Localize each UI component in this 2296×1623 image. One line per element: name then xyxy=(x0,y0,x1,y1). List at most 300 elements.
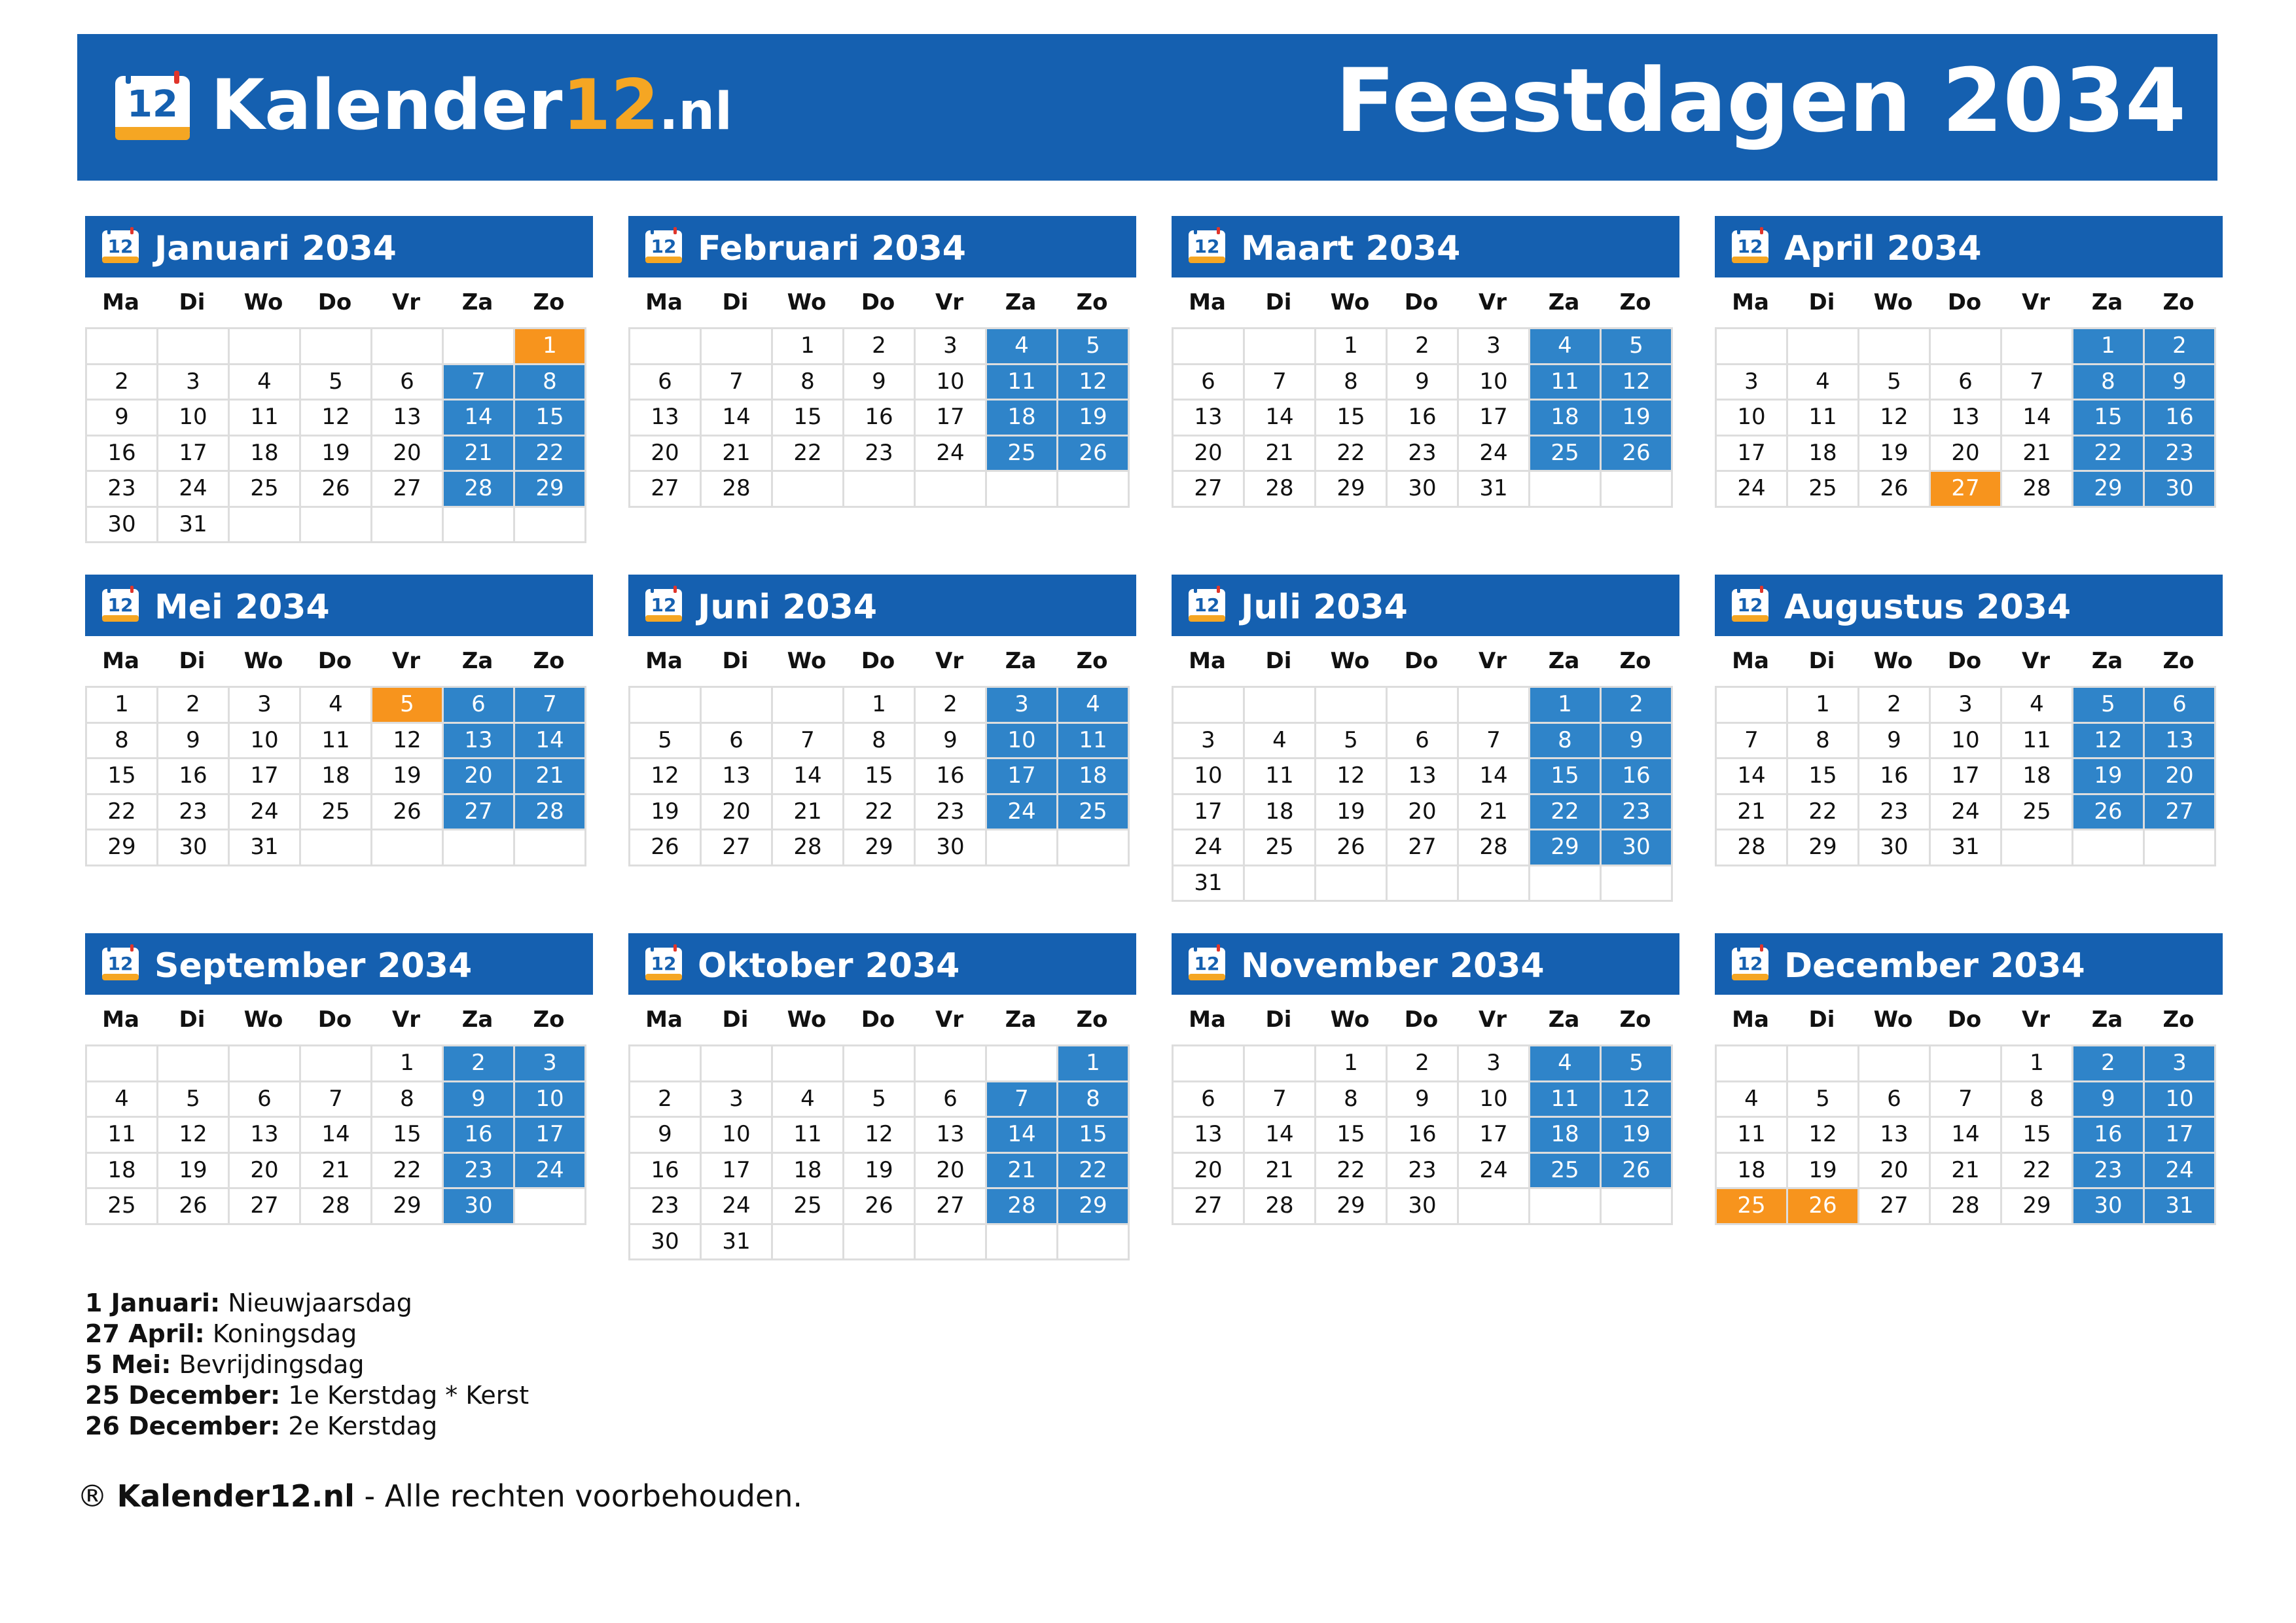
weekday-header-row xyxy=(1715,277,2223,327)
brand-name: Kalender xyxy=(211,65,563,145)
weekday-label: Do xyxy=(1947,289,1982,315)
day-cell: 16 xyxy=(630,1154,702,1190)
weekday-label: Wo xyxy=(1873,1007,1913,1033)
day-grid xyxy=(628,686,1130,866)
day-cell: 24 xyxy=(230,795,301,831)
day-cell: 30 xyxy=(1388,472,1459,508)
day-cell: 19 xyxy=(844,1154,916,1190)
day-cell: 16 xyxy=(916,759,987,795)
empty-day-cell xyxy=(916,1046,987,1082)
day-cell: 1 xyxy=(844,688,916,724)
day-cell: 7 xyxy=(702,365,773,401)
day-cell: 16 xyxy=(1388,1118,1459,1154)
day-cell: 15 xyxy=(372,1118,444,1154)
holiday-entry xyxy=(85,1411,529,1442)
weekday-label: Za xyxy=(2091,1007,2123,1033)
day-cell: 20 xyxy=(1859,1154,1931,1190)
month-header xyxy=(1172,216,1679,277)
weekend-day-cell: 4 xyxy=(1058,688,1130,724)
day-cell: 17 xyxy=(1459,401,1530,437)
day-cell: 22 xyxy=(87,795,158,831)
weekday-label: Zo xyxy=(1076,289,1108,315)
day-cell: 5 xyxy=(301,365,372,401)
weekend-day-cell: 21 xyxy=(515,759,586,795)
day-cell: 4 xyxy=(2002,688,2073,724)
weekend-day-cell: 14 xyxy=(444,401,515,437)
day-cell: 11 xyxy=(2002,724,2073,760)
day-cell: 14 xyxy=(1931,1118,2002,1154)
empty-day-cell xyxy=(444,830,515,866)
day-cell: 10 xyxy=(1717,401,1788,437)
day-cell: 15 xyxy=(773,401,844,437)
empty-day-cell xyxy=(773,472,844,508)
day-cell: 23 xyxy=(158,795,230,831)
holiday-name: 1e Kerstdag * Kerst xyxy=(288,1381,529,1410)
day-cell: 5 xyxy=(630,724,702,760)
calendar-icon xyxy=(1187,944,1227,982)
day-cell: 6 xyxy=(1859,1082,1931,1118)
weekend-day-cell: 26 xyxy=(1602,437,1673,473)
month-header xyxy=(1715,216,2223,277)
day-cell: 27 xyxy=(1388,830,1459,866)
weekday-label: Zo xyxy=(2162,1007,2195,1033)
day-cell: 17 xyxy=(1174,795,1245,831)
empty-day-cell xyxy=(987,830,1058,866)
day-cell: 9 xyxy=(1388,365,1459,401)
day-cell: 17 xyxy=(158,437,230,473)
day-cell: 27 xyxy=(1859,1189,1931,1225)
holiday-entry xyxy=(85,1380,529,1411)
month-title: Februari 2034 xyxy=(698,229,966,268)
empty-day-cell xyxy=(916,472,987,508)
weekend-day-cell: 26 xyxy=(1602,1154,1673,1190)
weekday-label: Wo xyxy=(243,1007,283,1033)
day-cell: 12 xyxy=(1788,1118,1859,1154)
empty-day-cell xyxy=(1931,329,2002,365)
day-cell: 29 xyxy=(372,1189,444,1225)
weekend-day-cell: 9 xyxy=(444,1082,515,1118)
empty-day-cell xyxy=(1717,329,1788,365)
weekend-day-cell: 16 xyxy=(1602,759,1673,795)
day-cell: 6 xyxy=(1931,365,2002,401)
weekend-day-cell: 7 xyxy=(444,365,515,401)
day-cell: 27 xyxy=(916,1189,987,1225)
day-cell: 13 xyxy=(372,401,444,437)
month-header xyxy=(628,933,1136,995)
day-cell: 14 xyxy=(2002,401,2073,437)
day-cell: 9 xyxy=(630,1118,702,1154)
weekday-label: Do xyxy=(861,1007,895,1033)
day-cell: 26 xyxy=(844,1189,916,1225)
day-cell: 19 xyxy=(1316,795,1388,831)
weekend-day-cell: 5 xyxy=(2073,688,2145,724)
holiday-day-cell: 25 xyxy=(1717,1189,1788,1225)
weekday-label: Di xyxy=(1808,1007,1835,1033)
day-cell: 22 xyxy=(1788,795,1859,831)
month-calendar xyxy=(628,933,1136,1260)
day-grid xyxy=(1172,1044,1673,1225)
holiday-name: Nieuwjaarsdag xyxy=(228,1289,412,1317)
day-cell: 23 xyxy=(87,472,158,508)
day-cell: 11 xyxy=(87,1118,158,1154)
weekend-day-cell: 30 xyxy=(2073,1189,2145,1225)
weekday-label: Di xyxy=(179,289,206,315)
weekend-day-cell: 17 xyxy=(2145,1118,2216,1154)
day-grid xyxy=(85,327,586,543)
month-calendar xyxy=(85,216,593,543)
calendar-icon xyxy=(1731,585,1770,623)
calendar-icon xyxy=(101,944,140,982)
day-cell: 6 xyxy=(702,724,773,760)
page-title: Feestdagen 2034 xyxy=(1335,50,2186,152)
month-header xyxy=(628,575,1136,636)
day-cell: 2 xyxy=(87,365,158,401)
day-cell: 30 xyxy=(87,508,158,544)
weekday-label: Vr xyxy=(391,289,421,315)
empty-day-cell xyxy=(1388,688,1459,724)
empty-day-cell xyxy=(1058,830,1130,866)
day-cell: 11 xyxy=(773,1118,844,1154)
weekday-label: Wo xyxy=(787,289,827,315)
day-cell: 5 xyxy=(844,1082,916,1118)
empty-day-cell xyxy=(1859,1046,1931,1082)
weekend-day-cell: 15 xyxy=(1530,759,1602,795)
day-cell: 31 xyxy=(1459,472,1530,508)
weekday-header-row xyxy=(85,995,593,1044)
day-cell: 5 xyxy=(158,1082,230,1118)
weekend-day-cell: 30 xyxy=(444,1189,515,1225)
day-cell: 9 xyxy=(158,724,230,760)
month-title: Mei 2034 xyxy=(154,588,330,627)
weekday-label: Do xyxy=(317,289,352,315)
empty-day-cell xyxy=(1931,1046,2002,1082)
weekend-day-cell: 26 xyxy=(2073,795,2145,831)
day-cell: 20 xyxy=(916,1154,987,1190)
weekday-label: Ma xyxy=(1189,648,1226,674)
holiday-name: 2e Kerstdag xyxy=(288,1412,438,1440)
day-cell: 9 xyxy=(1388,1082,1459,1118)
weekday-label: Vr xyxy=(1478,289,1507,315)
weekend-day-cell: 8 xyxy=(2073,365,2145,401)
weekend-day-cell: 16 xyxy=(444,1118,515,1154)
day-cell: 18 xyxy=(1245,795,1316,831)
day-cell: 19 xyxy=(630,795,702,831)
weekday-header-row xyxy=(628,636,1136,686)
day-cell: 26 xyxy=(630,830,702,866)
day-cell: 28 xyxy=(1931,1189,2002,1225)
day-cell: 6 xyxy=(916,1082,987,1118)
empty-day-cell xyxy=(301,1046,372,1082)
holiday-day-cell: 26 xyxy=(1788,1189,1859,1225)
weekday-label: Zo xyxy=(2162,289,2195,315)
empty-day-cell xyxy=(844,1225,916,1261)
weekend-day-cell: 25 xyxy=(987,437,1058,473)
svg-text:12: 12 xyxy=(1194,953,1220,974)
day-grid xyxy=(1715,327,2216,508)
weekend-day-cell: 15 xyxy=(2073,401,2145,437)
day-cell: 8 xyxy=(1316,1082,1388,1118)
day-cell: 28 xyxy=(1717,830,1788,866)
day-cell: 28 xyxy=(1459,830,1530,866)
weekday-label: Wo xyxy=(243,289,283,315)
weekday-label: Vr xyxy=(1478,648,1507,674)
weekend-day-cell: 25 xyxy=(1530,1154,1602,1190)
empty-day-cell xyxy=(515,830,586,866)
day-cell: 29 xyxy=(1788,830,1859,866)
weekday-label: Za xyxy=(2091,289,2123,315)
empty-day-cell xyxy=(1459,688,1530,724)
empty-day-cell xyxy=(158,1046,230,1082)
empty-day-cell xyxy=(844,472,916,508)
weekend-day-cell: 18 xyxy=(1530,401,1602,437)
month-calendar xyxy=(1172,575,1679,902)
day-cell: 31 xyxy=(230,830,301,866)
empty-day-cell xyxy=(1245,866,1316,902)
empty-day-cell xyxy=(1530,472,1602,508)
day-cell: 22 xyxy=(1316,1154,1388,1190)
weekday-label: Zo xyxy=(1076,648,1108,674)
weekday-label: Do xyxy=(1947,1007,1982,1033)
month-header xyxy=(85,216,593,277)
day-cell: 13 xyxy=(1174,401,1245,437)
day-cell: 10 xyxy=(1459,1082,1530,1118)
day-cell: 13 xyxy=(630,401,702,437)
month-calendar xyxy=(85,933,593,1225)
svg-text:12: 12 xyxy=(107,953,134,974)
day-cell: 11 xyxy=(1717,1118,1788,1154)
day-cell: 28 xyxy=(702,472,773,508)
holiday-day-cell: 5 xyxy=(372,688,444,724)
day-cell: 13 xyxy=(916,1118,987,1154)
day-cell: 3 xyxy=(1459,329,1530,365)
empty-day-cell xyxy=(87,1046,158,1082)
weekday-label: Za xyxy=(1548,289,1580,315)
day-cell: 1 xyxy=(773,329,844,365)
month-calendar xyxy=(1715,933,2223,1225)
empty-day-cell xyxy=(1459,866,1530,902)
day-cell: 13 xyxy=(1174,1118,1245,1154)
holiday-name: Koningsdag xyxy=(212,1319,357,1348)
weekend-day-cell: 14 xyxy=(987,1118,1058,1154)
day-cell: 13 xyxy=(702,759,773,795)
day-cell: 15 xyxy=(2002,1118,2073,1154)
weekend-day-cell: 19 xyxy=(1602,401,1673,437)
day-cell: 18 xyxy=(773,1154,844,1190)
weekend-day-cell: 6 xyxy=(2145,688,2216,724)
month-header xyxy=(85,575,593,636)
weekend-day-cell: 22 xyxy=(2073,437,2145,473)
day-cell: 15 xyxy=(1316,401,1388,437)
weekday-label: Zo xyxy=(533,1007,565,1033)
empty-day-cell xyxy=(1316,688,1388,724)
day-cell: 9 xyxy=(844,365,916,401)
day-cell: 2 xyxy=(1859,688,1931,724)
day-cell: 15 xyxy=(1316,1118,1388,1154)
weekday-label: Ma xyxy=(1732,648,1769,674)
day-cell: 21 xyxy=(1459,795,1530,831)
day-cell: 10 xyxy=(916,365,987,401)
holiday-date: 26 December: xyxy=(85,1412,281,1440)
weekday-label: Za xyxy=(1005,289,1037,315)
empty-day-cell xyxy=(1174,688,1245,724)
day-cell: 31 xyxy=(158,508,230,544)
day-cell: 20 xyxy=(1174,437,1245,473)
weekday-label: Ma xyxy=(645,648,683,674)
day-cell: 27 xyxy=(630,472,702,508)
weekday-label: Za xyxy=(461,1007,493,1033)
calendar-icon xyxy=(644,585,683,623)
day-cell: 5 xyxy=(1316,724,1388,760)
empty-day-cell xyxy=(2073,830,2145,866)
day-cell: 6 xyxy=(372,365,444,401)
month-title: Augustus 2034 xyxy=(1784,588,2072,627)
day-cell: 24 xyxy=(1174,830,1245,866)
day-cell: 12 xyxy=(158,1118,230,1154)
day-cell: 15 xyxy=(844,759,916,795)
weekday-label: Za xyxy=(2091,648,2123,674)
weekend-day-cell: 12 xyxy=(1602,1082,1673,1118)
brand-number: 12 xyxy=(562,65,659,145)
weekend-day-cell: 31 xyxy=(2145,1189,2216,1225)
day-cell: 27 xyxy=(1174,1189,1245,1225)
weekend-day-cell: 17 xyxy=(987,759,1058,795)
weekday-label: Do xyxy=(317,648,352,674)
weekday-header-row xyxy=(1715,636,2223,686)
day-cell: 20 xyxy=(372,437,444,473)
empty-day-cell xyxy=(1459,1189,1530,1225)
weekend-day-cell: 7 xyxy=(987,1082,1058,1118)
day-cell: 23 xyxy=(1859,795,1931,831)
day-cell: 17 xyxy=(1931,759,2002,795)
registered-symbol: ® xyxy=(77,1478,107,1514)
day-cell: 25 xyxy=(301,795,372,831)
day-cell: 31 xyxy=(702,1225,773,1261)
day-cell: 3 xyxy=(230,688,301,724)
weekend-day-cell: 19 xyxy=(1602,1118,1673,1154)
weekend-day-cell: 3 xyxy=(2145,1046,2216,1082)
weekday-label: Ma xyxy=(1189,1007,1226,1033)
weekend-day-cell: 17 xyxy=(515,1118,586,1154)
empty-day-cell xyxy=(230,329,301,365)
day-cell: 2 xyxy=(1388,1046,1459,1082)
day-cell: 17 xyxy=(916,401,987,437)
day-cell: 15 xyxy=(87,759,158,795)
day-cell: 20 xyxy=(702,795,773,831)
empty-day-cell xyxy=(1245,329,1316,365)
day-cell: 19 xyxy=(301,437,372,473)
empty-day-cell xyxy=(987,1046,1058,1082)
weekday-label: Wo xyxy=(1330,1007,1370,1033)
empty-day-cell xyxy=(230,1046,301,1082)
day-cell: 12 xyxy=(1316,759,1388,795)
weekend-day-cell: 20 xyxy=(2145,759,2216,795)
weekend-day-cell: 3 xyxy=(515,1046,586,1082)
weekend-day-cell: 14 xyxy=(515,724,586,760)
svg-text:12: 12 xyxy=(127,83,178,126)
day-cell: 27 xyxy=(702,830,773,866)
weekend-day-cell: 28 xyxy=(987,1189,1058,1225)
day-cell: 13 xyxy=(1388,759,1459,795)
calendar-icon xyxy=(101,585,140,623)
weekend-day-cell: 12 xyxy=(1058,365,1130,401)
day-cell: 13 xyxy=(1859,1118,1931,1154)
weekday-label: Do xyxy=(1404,648,1439,674)
day-cell: 5 xyxy=(1859,365,1931,401)
day-cell: 30 xyxy=(158,830,230,866)
weekend-day-cell: 9 xyxy=(2145,365,2216,401)
day-cell: 14 xyxy=(773,759,844,795)
day-cell: 21 xyxy=(702,437,773,473)
day-grid xyxy=(1715,1044,2216,1225)
day-cell: 6 xyxy=(230,1082,301,1118)
weekday-label: Za xyxy=(461,648,493,674)
day-cell: 29 xyxy=(87,830,158,866)
day-cell: 28 xyxy=(773,830,844,866)
svg-text:12: 12 xyxy=(1737,236,1763,257)
day-cell: 3 xyxy=(1717,365,1788,401)
day-cell: 29 xyxy=(844,830,916,866)
weekend-day-cell: 8 xyxy=(1530,724,1602,760)
weekday-label: Wo xyxy=(1330,289,1370,315)
day-cell: 20 xyxy=(1931,437,2002,473)
weekday-label: Ma xyxy=(102,289,139,315)
day-cell: 5 xyxy=(1788,1082,1859,1118)
day-cell: 7 xyxy=(1245,365,1316,401)
empty-day-cell xyxy=(372,329,444,365)
day-cell: 3 xyxy=(1459,1046,1530,1082)
weekend-day-cell: 11 xyxy=(987,365,1058,401)
day-cell: 20 xyxy=(1388,795,1459,831)
empty-day-cell xyxy=(1788,1046,1859,1082)
day-cell: 25 xyxy=(230,472,301,508)
day-cell: 7 xyxy=(1245,1082,1316,1118)
empty-day-cell xyxy=(301,508,372,544)
weekday-label: Zo xyxy=(1619,648,1651,674)
day-cell: 13 xyxy=(230,1118,301,1154)
holiday-date: 25 December: xyxy=(85,1381,281,1410)
day-cell: 31 xyxy=(1174,866,1245,902)
weekday-label: Di xyxy=(1808,648,1835,674)
day-cell: 2 xyxy=(158,688,230,724)
weekday-label: Di xyxy=(1265,648,1292,674)
day-cell: 28 xyxy=(1245,472,1316,508)
calendar-logo-icon xyxy=(113,69,192,143)
day-cell: 16 xyxy=(158,759,230,795)
day-cell: 19 xyxy=(1788,1154,1859,1190)
weekend-day-cell: 12 xyxy=(1602,365,1673,401)
holiday-entry xyxy=(85,1288,529,1319)
day-cell: 11 xyxy=(1788,401,1859,437)
day-cell: 24 xyxy=(1459,437,1530,473)
day-cell: 8 xyxy=(844,724,916,760)
day-cell: 10 xyxy=(230,724,301,760)
day-cell: 9 xyxy=(916,724,987,760)
month-title: December 2034 xyxy=(1784,946,2085,986)
month-calendar xyxy=(1715,575,2223,866)
empty-day-cell xyxy=(2002,830,2073,866)
weekday-label: Vr xyxy=(935,648,964,674)
month-calendar xyxy=(628,216,1136,508)
empty-day-cell xyxy=(916,1225,987,1261)
day-cell: 9 xyxy=(1859,724,1931,760)
holiday-name: Bevrijdingsdag xyxy=(179,1350,365,1379)
day-grid xyxy=(1172,327,1673,508)
empty-day-cell xyxy=(1530,866,1602,902)
holiday-date: 5 Mei: xyxy=(85,1350,171,1379)
day-cell: 1 xyxy=(2002,1046,2073,1082)
weekday-label: Vr xyxy=(391,1007,421,1033)
day-cell: 20 xyxy=(1174,1154,1245,1190)
